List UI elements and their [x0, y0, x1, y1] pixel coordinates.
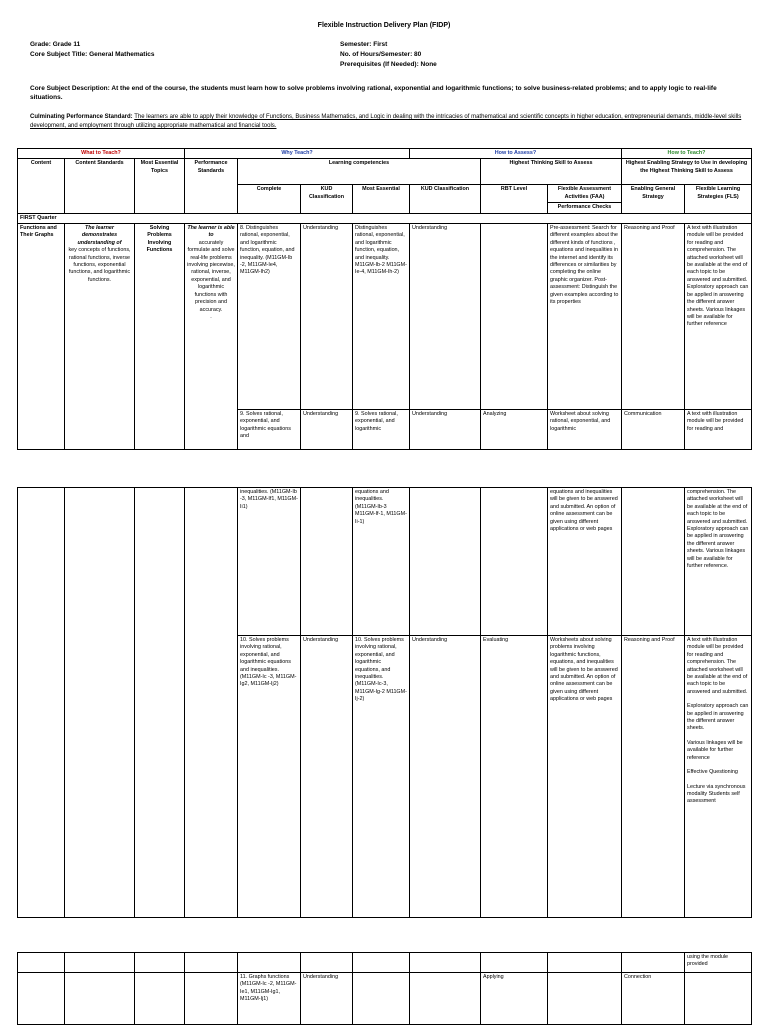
complete-competency-cell: 8. Distinguishes rational, exponential, and logarithmic function, equation, and inequality. (M11GM-Ib -2, M11GM-Ie4, M11GM-Ih2)	[238, 224, 301, 410]
fidp-table-segment-3	[17, 952, 752, 1025]
fls-cell	[685, 636, 752, 918]
complete-header: Complete	[238, 185, 301, 213]
complete-competency-cell	[238, 953, 301, 973]
culminating-performance-standard	[30, 113, 750, 131]
rbt-cell: Evaluating	[481, 636, 548, 918]
fls-paragraph: Exploratory approach can be applied in answering the different answer sheets.	[687, 703, 749, 732]
kud-cell	[301, 488, 353, 636]
fls-paragraph: Effective Questioning	[687, 769, 738, 776]
performance-standards-cell	[185, 488, 238, 918]
most-essential-topic-cell: Solving Problems Involving Functions	[135, 224, 185, 450]
content-standards-cell	[65, 953, 135, 973]
meta-left	[30, 40, 155, 60]
fls-paragraph: A text with illustration module will be provided for reading and comprehension. The attached worksheet will be available at the end of each topic to be answered and submitted.	[687, 637, 748, 695]
most-essential-topic-cell	[135, 488, 185, 918]
content-standards-text: key concepts of functions, rational functions, inverse functions, exponential functions, and logarithmic functions.	[68, 247, 131, 283]
kud-cell: Understanding	[301, 973, 353, 1025]
egs-cell: Communication	[622, 410, 685, 450]
faa-cell: Worksheets about solving problems involving logarithmic functions, equations, and inequalities will be given to be answered and submitted. An option of online assessment can be given using different applications or web pages	[548, 636, 622, 918]
faa-cell: Worksheet about solving rational, exponential, and logarithmic	[548, 410, 622, 450]
table-row	[18, 224, 752, 410]
kud-cell: Understanding	[301, 410, 353, 450]
performance-standards-cell	[185, 953, 238, 973]
grade-label: Grade: Grade 11	[30, 41, 81, 48]
core-subject-description: Core Subject Description: At the end of the course, the students must learn how to solve problems involving rational, exponential and logarithmic functions; to solve business-related problems; and to apply logic to real-life situations.	[30, 85, 717, 101]
most-essential-topics-header: Most Essential Topics	[135, 159, 185, 213]
flexible-learning-strategies-header: Flexible Learning Strategies (FLS)	[685, 185, 752, 213]
faa-cell: Pre-assessment: Search for different examples about the different kinds of functions , equations and inequalities in the internet and identify its differences or similarities by completing the online graphic organizer. Post-assessment: Distinguish the given examples according to its properties	[548, 224, 622, 410]
egs-cell: Reasoning and Proof	[622, 224, 685, 410]
complete-competency-cell: 11. Graphs functions (M11GM-Ic -2, M11GM-Ie1, M11GM-Ig1, M11GM-Ij1)	[238, 973, 301, 1025]
fls-paragraph: Lecture via synchronous modality Students self assessment	[687, 783, 746, 805]
most-essential-cell	[353, 953, 410, 973]
egs-cell	[622, 953, 685, 973]
rbt-cell: Analyzing	[481, 410, 548, 450]
cps-label: Culminating Performance Standard:	[30, 114, 133, 120]
content-standards-cell	[65, 224, 135, 450]
egs-cell: Connection	[622, 973, 685, 1025]
enabling-general-strategy-header: Enabling General Strategy	[622, 185, 685, 213]
rbt-cell	[481, 488, 548, 636]
content-standards-lead: The learner demonstrates understanding of	[77, 225, 122, 246]
fls-cell: A text with illustration module will be provided for reading and	[685, 410, 752, 450]
highest-thinking-skill-header: Highest Thinking Skill to Assess	[481, 159, 622, 185]
learning-competencies-header: Learning competencies	[238, 159, 481, 185]
performance-standards-cell	[185, 224, 238, 450]
performance-standards-header: Performance Standards	[185, 159, 238, 213]
fls-cell: comprehension. The attached worksheet will be available at the end of each topic to be answered and submitted. Exploratory approach can be applied in answering the different answer sheets. Various linkages will be available for further reference.	[685, 488, 752, 636]
semester-label: Semester: First	[340, 41, 388, 48]
content-cell	[18, 953, 65, 973]
performance-standards-lead: The learner is able to	[187, 225, 235, 239]
egs-cell	[622, 488, 685, 636]
cps-text: The learners are able to apply their knowledge of Functions, Business Mathematics, and Logic in dealing with the intricacies of mathematical and scientific concepts in higher education, entrepreneurial demands, middle-level skills development, and employment through utilizing appropriate mathematical and financial tools.	[30, 114, 742, 129]
most-essential-topic-cell	[135, 953, 185, 973]
performance-standards-text: accurately formulate and solve real-life problems involving piecewise, rational, inverse, exponential, and logarithmic functions with precision and accuracy.	[187, 239, 235, 313]
most-essential-topic-cell	[135, 973, 185, 1025]
complete-competency-cell: 10. Solves problems involving rational, exponential, and logarithmic equations and inequalities. (M11GM-Ic -3, M11GM-Ig2, M11GM-Ij2)	[238, 636, 301, 918]
kud-cell-2: Understanding	[410, 224, 481, 410]
table-row	[18, 953, 752, 973]
faa-header: Flexible Assessment Activities (FAA)	[548, 185, 622, 203]
highest-enabling-strategy-header: Highest Enabling Strategy to Use in developing the Highest Thinking Skill to Assess	[622, 159, 752, 185]
fidp-table-segment-2	[17, 487, 752, 918]
subject-title: Core Subject Title: General Mathematics	[30, 51, 155, 58]
content-standards-cell	[65, 973, 135, 1025]
header-row-groups	[18, 149, 752, 159]
fls-paragraph: Various linkages will be available for further reference	[687, 739, 743, 761]
rbt-cell	[481, 224, 548, 410]
fls-cell: using the module provided	[685, 953, 752, 973]
kud-cell-2	[410, 488, 481, 636]
fls-cell: A text with illustration module will be provided for reading and comprehension. The attached worksheet will be available at the end of each topic to be answered and submitted. Exploratory approach can be applied in answering the different answer sheets. Various linkages will be available for further reference	[685, 224, 752, 410]
fidp-table-segment-1	[17, 148, 752, 450]
kud-cell-2	[410, 973, 481, 1025]
content-cell	[18, 973, 65, 1025]
most-essential-cell: equations and inequalities. (M11GM-Ib-3 M11GM-If-1, M11GM-Ii-1)	[353, 488, 410, 636]
table-row	[18, 488, 752, 636]
most-essential-header: Most Essential	[353, 185, 410, 213]
hours-label: No. of Hours/Semester: 80	[340, 51, 422, 58]
kud-cell-2: Understanding	[410, 636, 481, 918]
kud-cell-2	[410, 953, 481, 973]
content-standards-cell	[65, 488, 135, 918]
content-cell: Functions and Their Graphs	[18, 224, 65, 450]
egs-cell: Reasoning and Proof	[622, 636, 685, 918]
kud-classification-header-2: KUD Classification	[410, 185, 481, 213]
most-essential-cell: 9. Solves rational, exponential, and logarithmic	[353, 410, 410, 450]
how-to-assess-header: How to Assess?	[410, 149, 622, 159]
content-header: Content	[18, 159, 65, 213]
performance-standards-cell	[185, 973, 238, 1025]
kud-cell: Understanding	[301, 224, 353, 410]
quarter-label: FIRST Quarter	[18, 213, 752, 223]
document-title: Flexible Instruction Delivery Plan (FIDP)	[317, 22, 451, 29]
rbt-cell: Applying	[481, 973, 548, 1025]
fls-cell	[685, 973, 752, 1025]
kud-cell: Understanding	[301, 636, 353, 918]
meta-right	[340, 40, 437, 70]
what-to-teach-header: What to Teach?	[18, 149, 185, 159]
quarter-row	[18, 213, 752, 223]
performance-checks-header: Performance Checks	[548, 203, 622, 213]
prerequisites-label: Prerequisites (If Needed): None	[340, 61, 437, 68]
why-teach-header: Why Teach?	[185, 149, 410, 159]
content-cell	[18, 488, 65, 918]
rbt-level-header: RBT Level	[481, 185, 548, 213]
kud-cell-2: Understanding	[410, 410, 481, 450]
how-to-teach-header: How to Teach?	[622, 149, 752, 159]
kud-classification-header: KUD Classification	[301, 185, 353, 213]
complete-competency-cell: inequalities. (M11GM-Ib -3, M11GM-If1, M11GM-Ii1)	[238, 488, 301, 636]
most-essential-cell	[353, 973, 410, 1025]
faa-cell	[548, 973, 622, 1025]
content-standards-header: Content Standards	[65, 159, 135, 213]
faa-cell: equations and inequalities will be given to be answered and submitted. An option of online assessment can be given using different applications or web pages	[548, 488, 622, 636]
rbt-cell	[481, 953, 548, 973]
most-essential-cell: 10. Solves problems involving rational, exponential, and logarithmic equations, and inequalities. (M11GM-Ic-3, M11GM-Ig-2 M11GM-Ij-2)	[353, 636, 410, 918]
table-row	[18, 973, 752, 1025]
header-row-mid	[18, 159, 752, 185]
most-essential-cell: Distinguishes rational, exponential, and logarithmic function, equation, and inequality. M11GM-Ib-2 M11GM-Ie-4, M11GM-Ih-2)	[353, 224, 410, 410]
performance-standards-dot: .	[210, 313, 212, 320]
faa-cell	[548, 953, 622, 973]
kud-cell	[301, 953, 353, 973]
complete-competency-cell: 9. Solves rational, exponential, and logarithmic equations and	[238, 410, 301, 450]
